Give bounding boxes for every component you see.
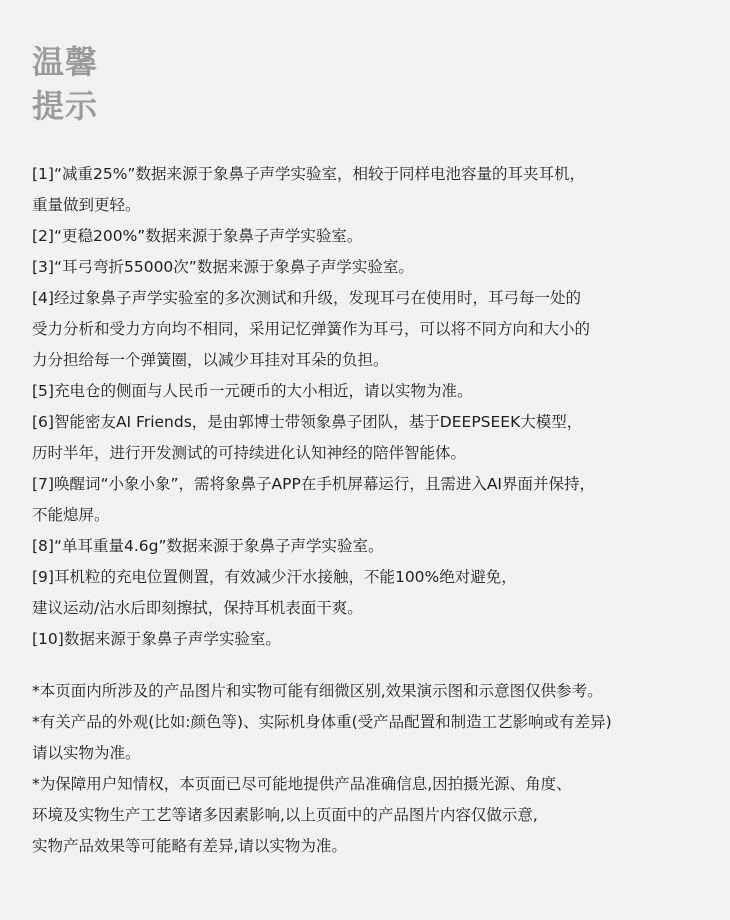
disclaimer-line: 请以实物为准。 (32, 744, 141, 762)
footnote-line: [5]充电仓的侧面与人民币一元硬币的大小相近，请以实物为准。 (32, 382, 473, 400)
footnote-line: [7]唤醒词“小象小象”，需将象鼻子APP在手机屏幕运行，且需进入AI界面并保持， (32, 475, 595, 493)
footnote-line: 历时半年，进行开发测试的可持续进化认知神经的陪伴智能体。 (32, 444, 467, 462)
footnote-line: [4]经过象鼻子声学实验室的多次测试和升级，发现耳弓在使用时，耳弓每一处的 (32, 289, 581, 307)
footnote-line: [8]“单耳重量4.6g”数据来源于象鼻子声学实验室。 (32, 537, 384, 555)
footnote-line: 受力分析和受力方向均不相同，采用记忆弹簧作为耳弓，可以将不同方向和大小的 (32, 320, 591, 338)
title-line-1: 温馨 (32, 43, 99, 81)
footnote-line: [1]“减重25%”数据来源于象鼻子声学实验室，相较于同样电池容量的耳夹耳机， (32, 165, 585, 183)
disclaimer-section (32, 676, 730, 862)
disclaimer-line: 环境及实物生产工艺等诸多因素影响,以上页面中的产品图片内容仅做示意, (32, 806, 538, 824)
footnote-line: 建议运动/沾水后即刻擦拭，保持耳机表面干爽。 (32, 599, 363, 617)
disclaimer-line: *为保障用户知情权，本页面已尽可能地提供产品准确信息,因拍摄光源、角度、 (32, 775, 572, 793)
footnotes-section (32, 159, 730, 655)
footnote-line: [10]数据来源于象鼻子声学实验室。 (32, 630, 281, 648)
disclaimer-line: *有关产品的外观(比如:颜色等)、实际机身体重(受产品配置和制造工艺影响或有差异) (32, 713, 612, 731)
disclaimer-line: 实物产品效果等可能略有差异,请以实物为准。 (32, 837, 347, 855)
footnote-line: [2]“更稳200%”数据来源于象鼻子声学实验室。 (32, 227, 363, 245)
footnote-line: [6]智能密友AI Friends，是由郭博士带领象鼻子团队，基于DEEPSEEK大模型， (32, 413, 583, 431)
footnote-line: 力分担给每一个弹簧圈，以减少耳挂对耳朵的负担。 (32, 351, 389, 369)
disclaimer-line: *本页面内所涉及的产品图片和实物可能有细微区别,效果演示图和示意图仅供参考。 (32, 682, 603, 700)
footnote-line: 重量做到更轻。 (32, 196, 141, 214)
footnote-line: [3]“耳弓弯折55000次”数据来源于象鼻子声学实验室。 (32, 258, 414, 276)
footnote-line: [9]耳机粒的充电位置侧置，有效减少汗水接触，不能100%绝对避免， (32, 568, 517, 586)
page-title (32, 40, 730, 128)
title-line-2: 提示 (32, 87, 99, 125)
footnote-line: 不能熄屏。 (32, 506, 110, 524)
